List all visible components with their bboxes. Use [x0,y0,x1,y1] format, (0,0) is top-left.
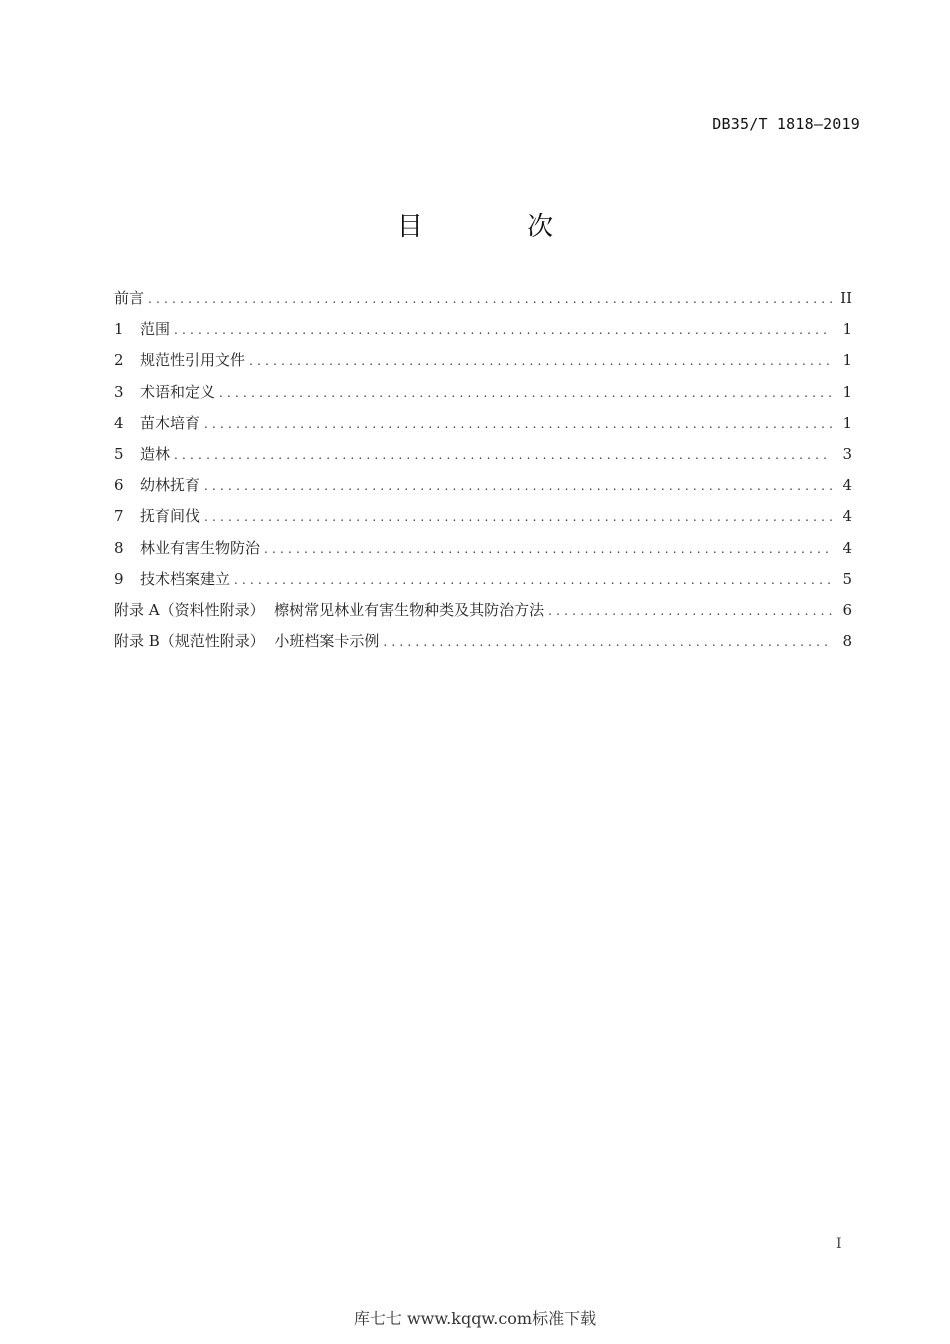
toc-entry-number: 8 [114,538,124,557]
toc-page-number: 1 [842,382,852,401]
toc-leader-dots [219,382,832,405]
toc-page-number: 8 [842,632,852,651]
toc-entry-label: 林业有害生物防治 [140,538,261,557]
toc-entry-pest-control[interactable] [114,537,852,568]
toc-leader-dots [548,600,832,623]
toc-entry-number: 3 [114,382,124,401]
toc-entry-seedling-cultivation[interactable] [114,412,852,443]
toc-entry-appendix-a[interactable] [114,599,852,630]
toc-page-number: 3 [842,444,852,463]
toc-entry-scope[interactable] [114,318,852,349]
toc-page-number: 5 [842,569,852,588]
toc-entry-foreword[interactable] [114,287,852,318]
toc-entry-label: 抚育间伐 [140,507,201,526]
toc-entry-terms-definitions[interactable] [114,381,852,412]
toc-entry-label: 前言 [114,289,145,307]
toc-entry-number: 4 [114,413,124,432]
toc-entry-thinning[interactable] [114,505,852,536]
toc-leader-dots [204,475,832,498]
toc-entry-label: 术语和定义 [140,382,216,401]
toc-entry-label: 造林 [140,444,171,463]
toc-entry-normative-references[interactable] [114,349,852,380]
toc-entry-number: 1 [114,320,124,339]
toc-page-number: 4 [842,476,852,495]
toc-entry-label: 技术档案建立 [140,569,231,588]
document-code: DB35/T 1818—2019 [712,115,860,133]
toc-entry-label: 规范性引用文件 [140,351,246,370]
toc-page-number: 1 [842,413,852,432]
toc-entry-label: 幼林抚育 [140,476,201,495]
toc-leader-dots [383,631,832,654]
toc-page-number: 1 [842,320,852,339]
toc-entry-number: 9 [114,569,124,588]
page-title: 目 次 [396,212,602,242]
toc-leader-dots [249,350,832,373]
toc-entry-label: 苗木培育 [140,413,201,432]
toc-page-number: 6 [842,600,852,619]
toc-entry-number: 5 [114,444,124,463]
page-number: I [836,1236,842,1252]
toc-entry-number: 2 [114,351,124,370]
toc-entry-technical-archives[interactable] [114,568,852,599]
footer-watermark: 库七七 www.kqqw.com标准下载 [353,1309,597,1328]
toc-leader-dots [174,319,832,342]
toc-leader-dots [204,506,832,529]
toc-leader-dots [174,444,832,467]
toc-entry-appendix-b[interactable] [114,630,852,661]
table-of-contents [114,287,852,661]
toc-leader-dots [148,288,832,311]
toc-page-number: II [840,289,852,307]
toc-page-number: 1 [842,351,852,370]
toc-page-number: 4 [842,538,852,557]
toc-entry-label: 附录 B（规范性附录） 小班档案卡示例 [114,632,380,651]
toc-entry-number: 6 [114,476,124,495]
toc-entry-number: 7 [114,507,124,526]
toc-entry-label: 附录 A（资料性附录） 檫树常见林业有害生物种类及其防治方法 [114,600,545,619]
toc-leader-dots [234,569,832,592]
toc-entry-afforestation[interactable] [114,443,852,474]
toc-leader-dots [204,413,832,436]
toc-entry-label: 范围 [140,320,171,339]
toc-leader-dots [264,538,832,561]
toc-entry-young-forest-tending[interactable] [114,474,852,505]
toc-page-number: 4 [842,507,852,526]
